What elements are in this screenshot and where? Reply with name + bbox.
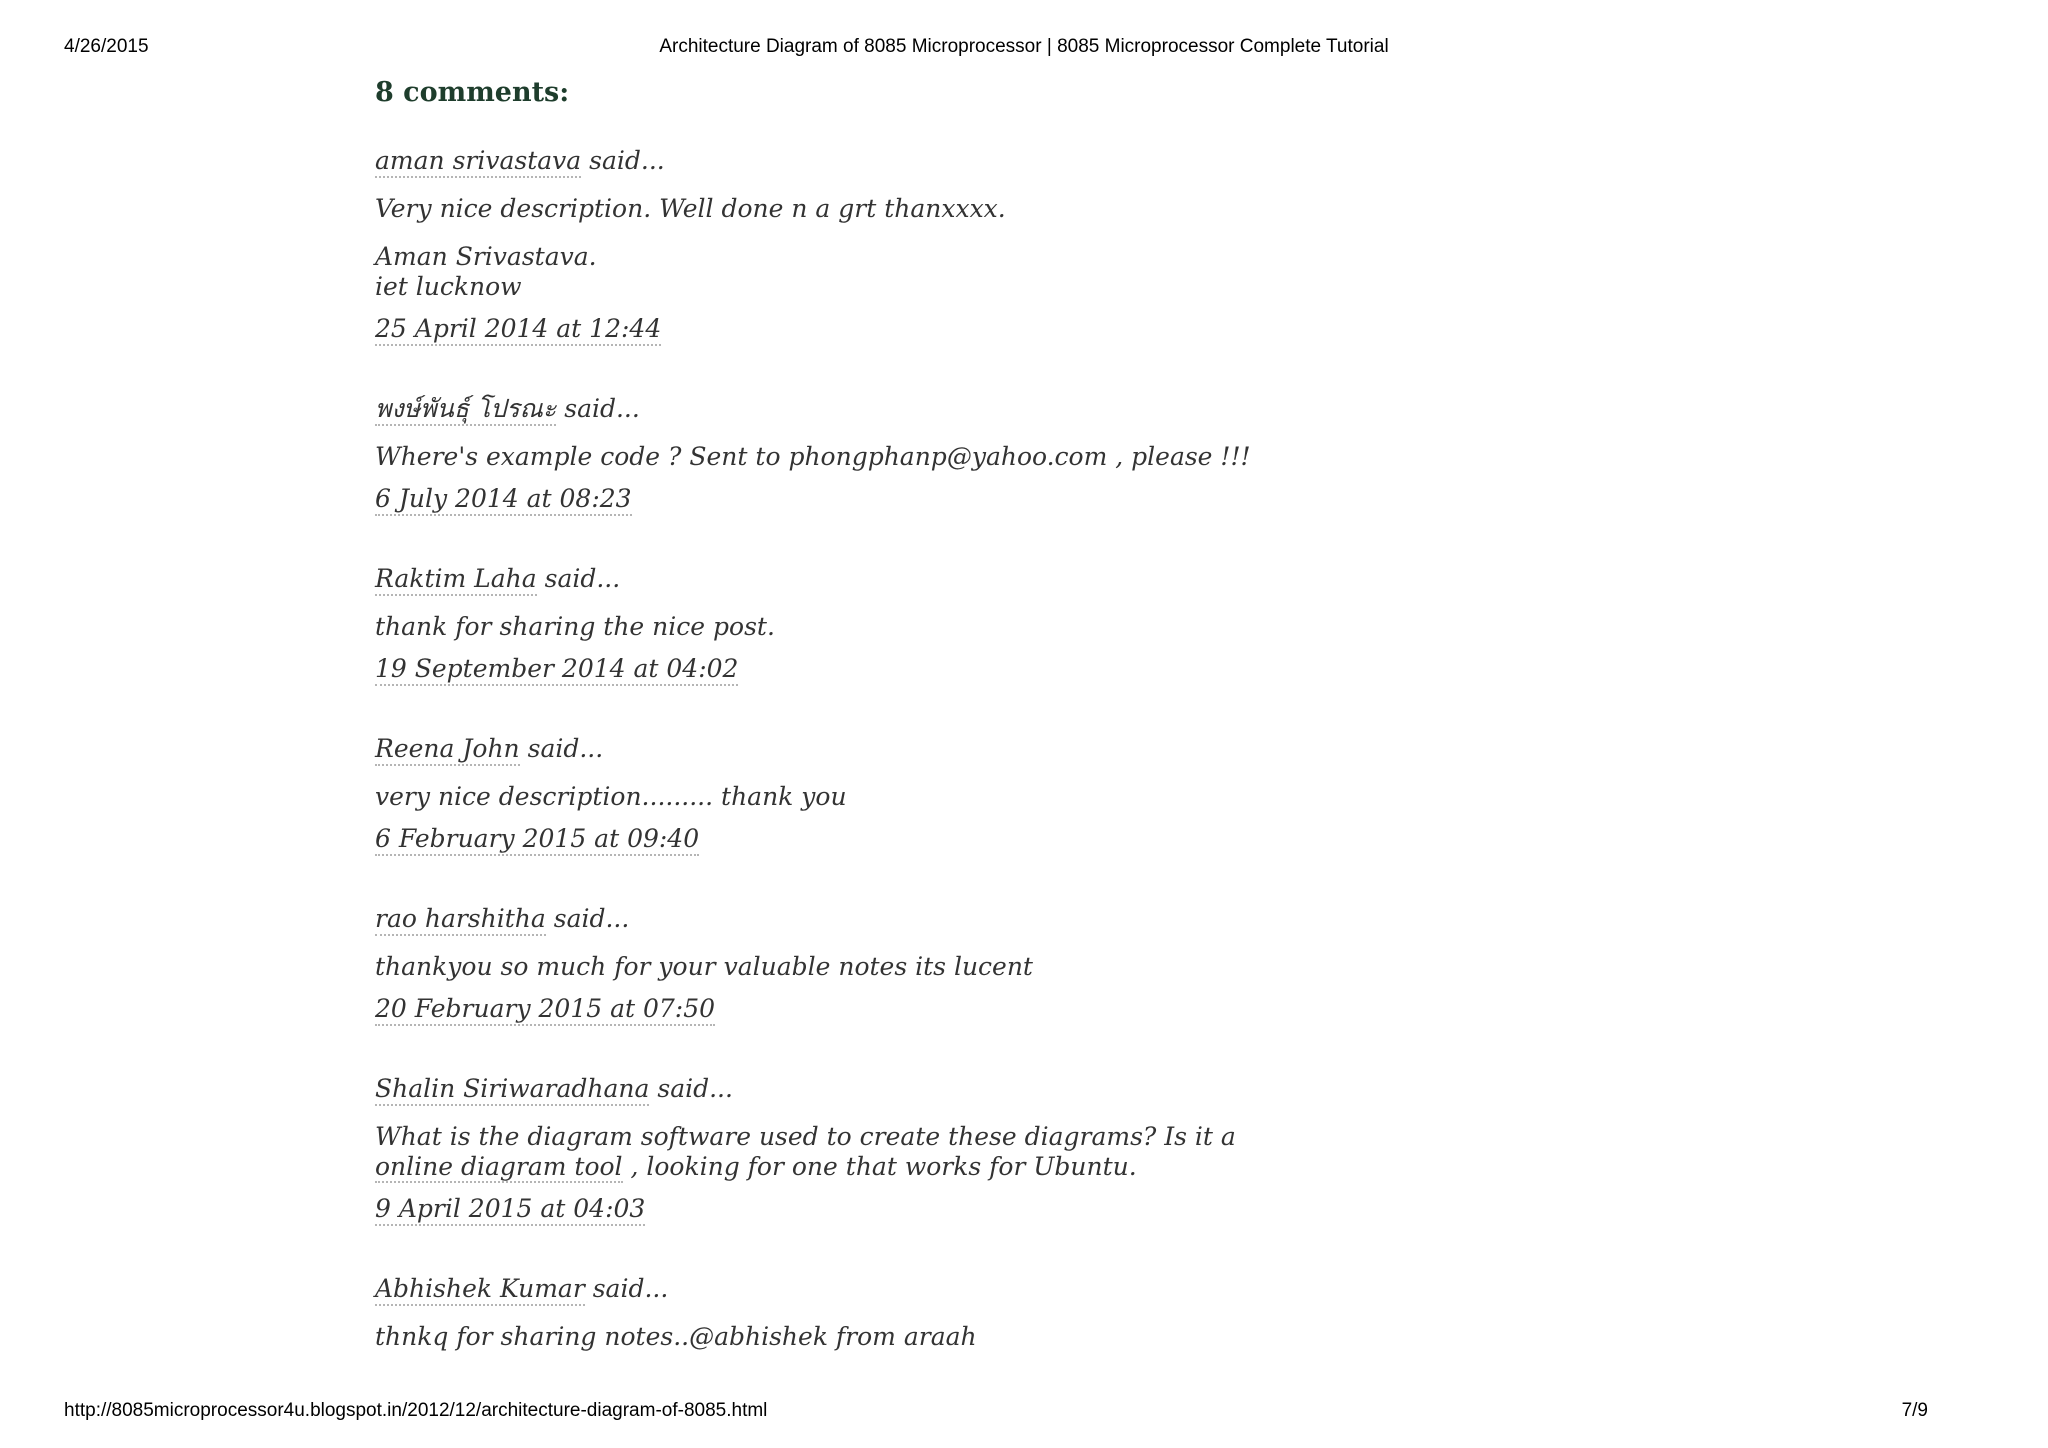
comment-author-link[interactable]: Reena John [375,734,520,766]
comment-author-line [375,394,1255,424]
comment-author-link[interactable]: rao harshitha [375,904,546,936]
comment [375,1274,1255,1352]
comment [375,146,1255,344]
comment-text: Very nice description. Well done n a grt thanxxxx. [375,194,1006,223]
print-page-number: 7/9 [1901,1400,1928,1421]
comment-footer [375,994,1255,1024]
comment-text: iet lucknow [375,272,522,301]
said-label: said... [589,146,665,175]
comment-body [375,442,1255,472]
comments-heading: 8 comments: [375,77,570,108]
comment-author-line [375,904,1255,934]
comment-text-after-link: , looking for one that works for Ubuntu. [622,1152,1137,1181]
print-page-title: Architecture Diagram of 8085 Microprocessor | 8085 Microprocessor Complete Tutorial [659,36,1389,57]
said-label: said... [544,564,621,593]
comment [375,394,1255,514]
comment-body [375,612,1255,642]
comment-body [375,1122,1255,1182]
comment-body [375,782,1255,812]
comment [375,734,1255,854]
comment-signature [375,242,1255,302]
comment-timestamp-link[interactable]: 25 April 2014 at 12:44 [375,314,661,346]
comment-author-line [375,1274,1255,1304]
said-label: said... [657,1074,733,1103]
said-label: said... [592,1274,669,1303]
comment-author-link[interactable]: พงษ์พันธุ์ โปรณะ [375,394,556,426]
online-diagram-tool-link[interactable]: online diagram tool [375,1152,623,1181]
comment-author-link[interactable]: Shalin Siriwaradhana [375,1074,649,1106]
comment-text: very nice description......... thank you [375,782,847,811]
comment-timestamp-link[interactable]: 9 April 2015 at 04:03 [375,1194,645,1226]
comment [375,904,1255,1024]
comment-timestamp-link[interactable]: 6 February 2015 at 09:40 [375,824,699,856]
comment-text: thank for sharing the nice post. [375,612,775,641]
said-label: said... [527,734,604,763]
comment-author-line [375,146,1255,176]
comment-text-before-link: What is the diagram software used to create these diagrams? Is it a [375,1122,1236,1151]
comments-section [375,76,1255,1402]
print-url: http://8085microprocessor4u.blogspot.in/2012/12/architecture-diagram-of-8085.html [64,1400,768,1421]
said-label: said... [553,904,630,933]
comment-text: Aman Srivastava. [375,242,597,271]
comment-author-link[interactable]: Raktim Laha [375,564,537,596]
comment-author-link[interactable]: Abhishek Kumar [375,1274,585,1306]
comment-body [375,952,1255,982]
comment-text: thnkq for sharing notes..@abhishek from araah [375,1322,977,1351]
comment-author-line [375,1074,1255,1104]
comment-footer [375,824,1255,854]
print-date: 4/26/2015 [64,36,149,57]
comment-author-line [375,734,1255,764]
comment-timestamp-link[interactable]: 19 September 2014 at 04:02 [375,654,738,686]
comment-text: Where's example code ? Sent to phongphanp@yahoo.com , please !!! [375,442,1251,471]
comment-body [375,1322,1255,1352]
comment-footer [375,484,1255,514]
comment-footer [375,314,1255,344]
comment-body [375,194,1255,302]
comment [375,1074,1255,1224]
comment-timestamp-link[interactable]: 20 February 2015 at 07:50 [375,994,715,1026]
comment-footer [375,654,1255,684]
comment-text [375,1122,1255,1182]
print-header [64,36,1984,62]
comment-footer [375,1194,1255,1224]
comment-timestamp-link[interactable]: 6 July 2014 at 08:23 [375,484,632,516]
comment-text: thankyou so much for your valuable notes its lucent [375,952,1033,981]
comment-author-link[interactable]: aman srivastava [375,146,581,178]
print-footer [64,1400,1984,1426]
comment-author-line [375,564,1255,594]
said-label: said... [564,394,640,423]
comment [375,564,1255,684]
